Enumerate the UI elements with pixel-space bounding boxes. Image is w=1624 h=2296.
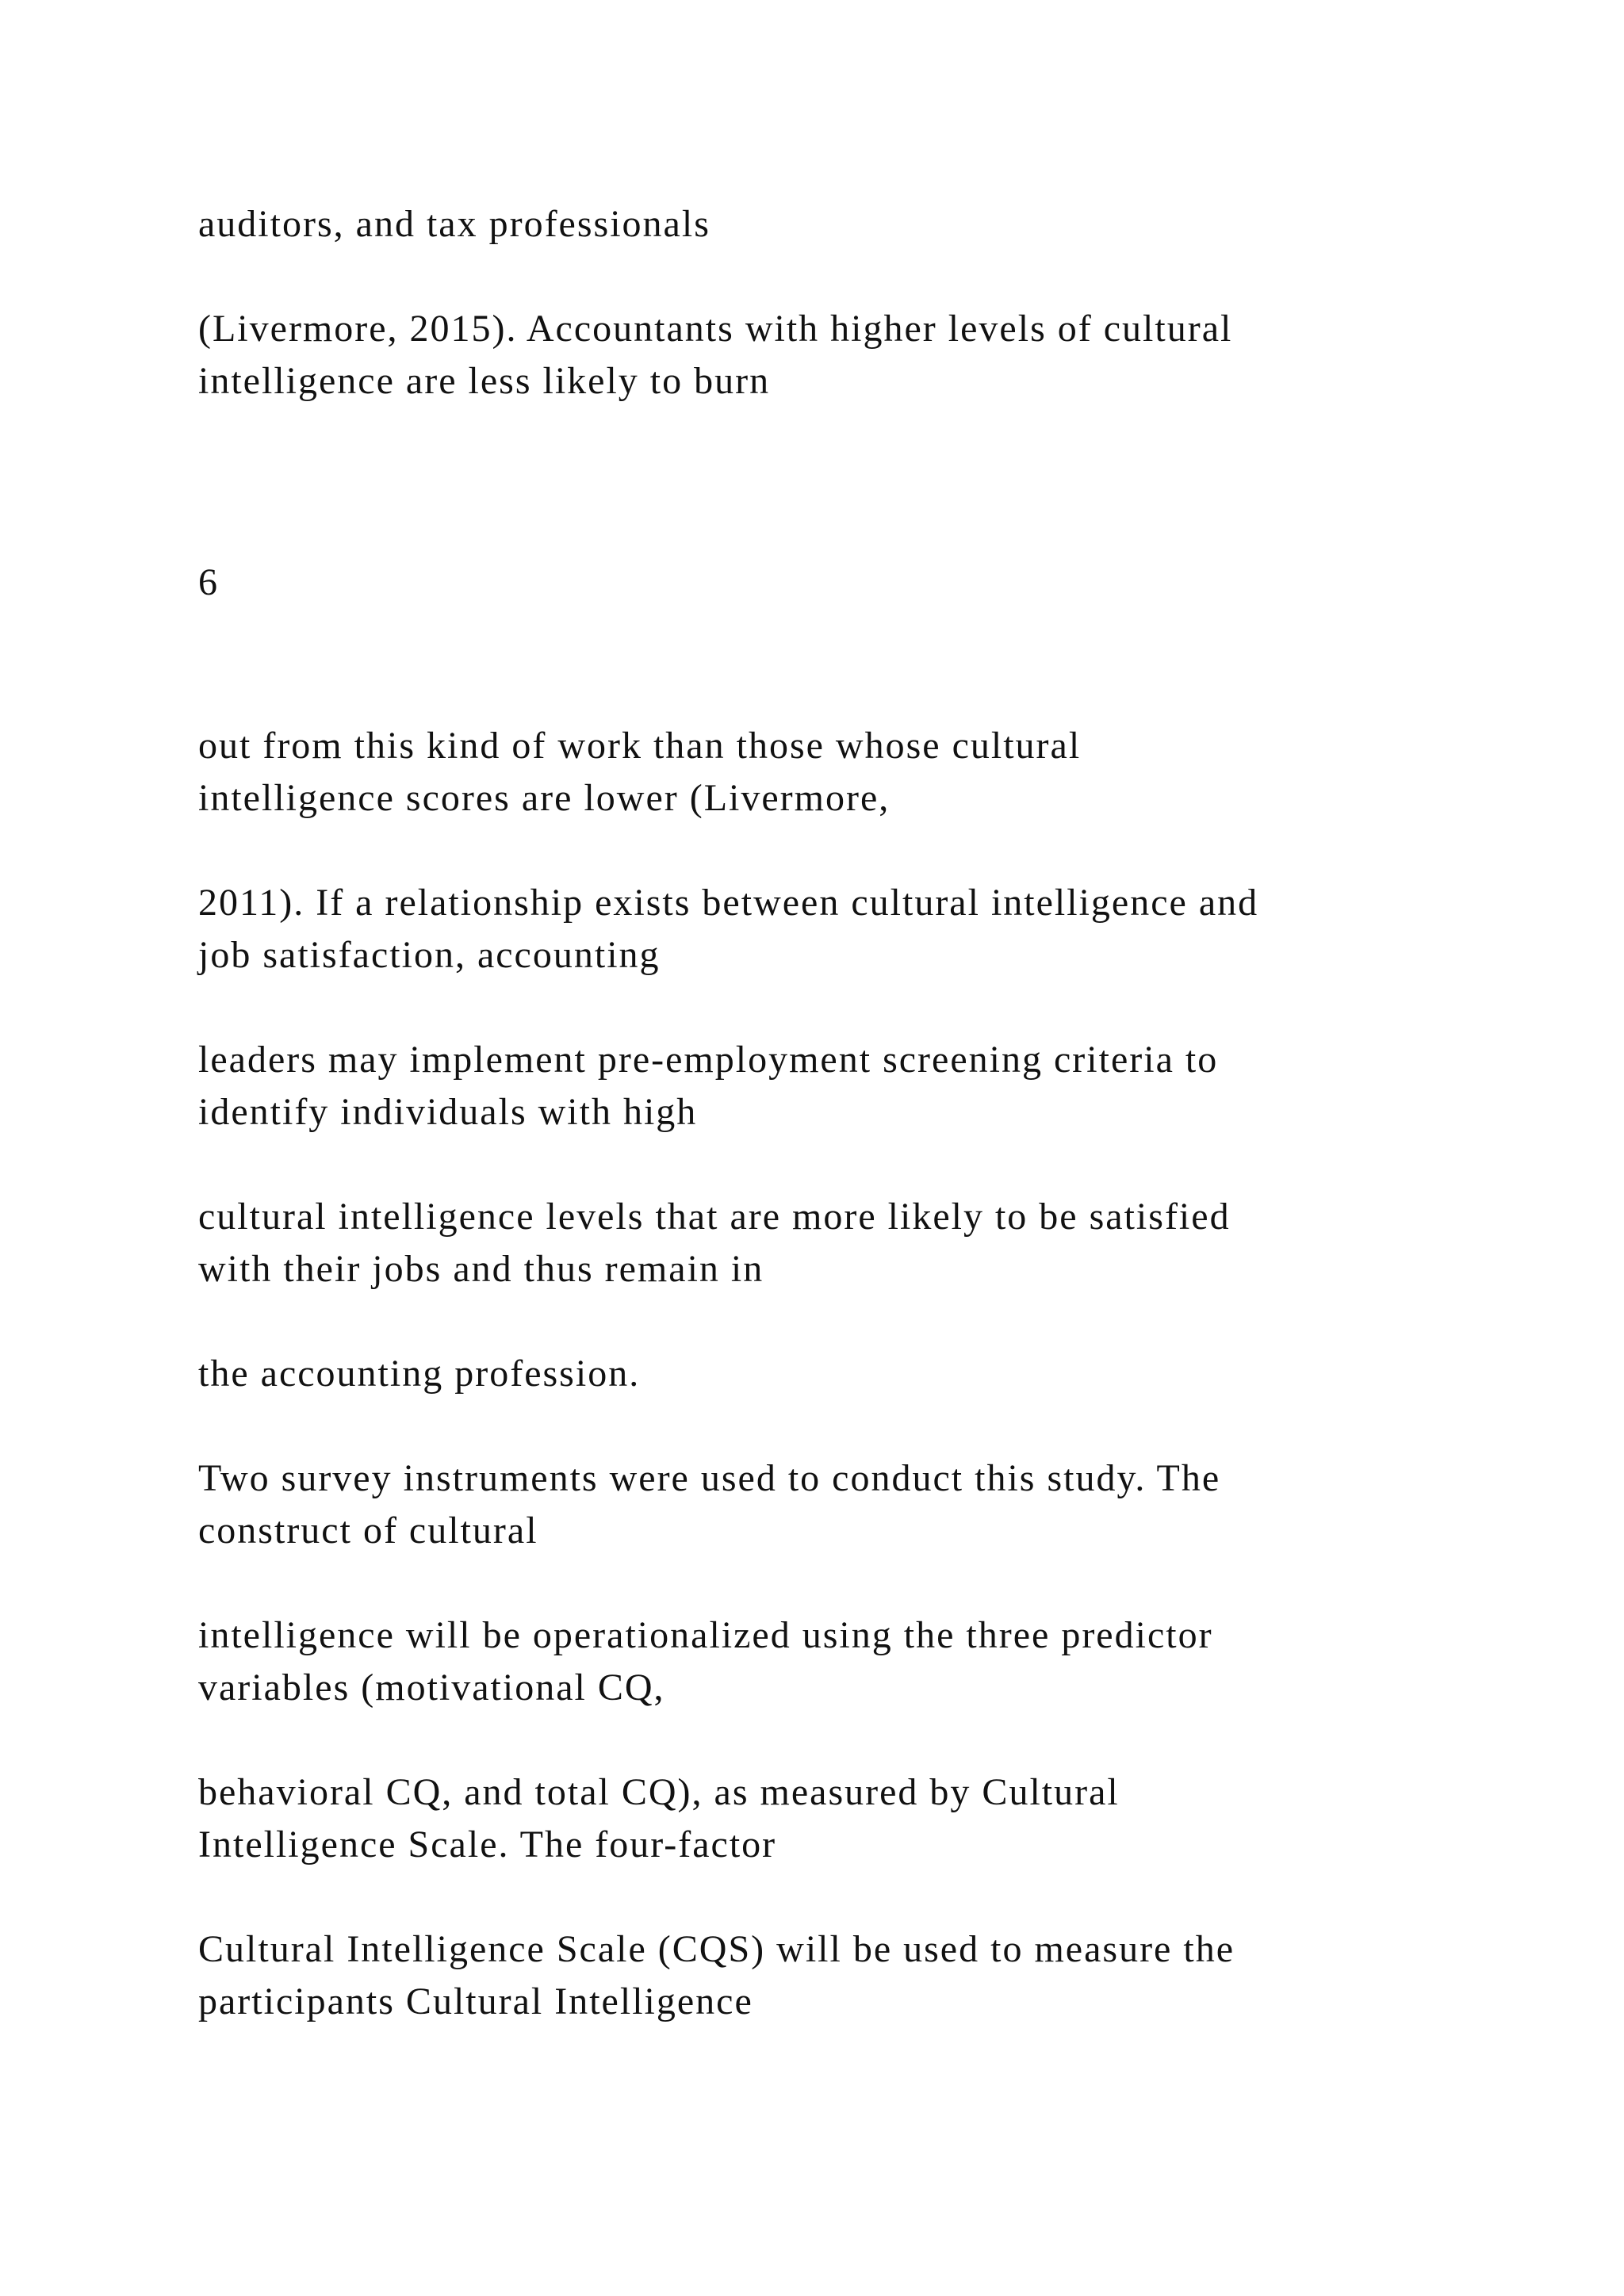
page-number: 6 xyxy=(198,561,217,603)
paragraph-10 xyxy=(198,1766,1499,1871)
paragraph-9 xyxy=(198,1609,1499,1714)
paragraph-line: the accounting profession. xyxy=(198,1353,641,1395)
paragraph-line: intelligence scores are lower (Livermore, xyxy=(198,777,891,819)
paragraph-8 xyxy=(198,1452,1499,1557)
paragraph-line: identify individuals with high xyxy=(198,1091,698,1133)
paragraph-line: behavioral CQ, and total CQ), as measured by Cultural xyxy=(198,1771,1120,1813)
paragraph-1 xyxy=(198,198,1499,251)
paragraph-6 xyxy=(198,1191,1499,1295)
paragraph-line: job satisfaction, accounting xyxy=(198,934,661,976)
paragraph-line: leaders may implement pre-employment screening criteria to xyxy=(198,1039,1219,1081)
paragraph-line: 2011). If a relationship exists between cultural intelligence and xyxy=(198,882,1259,924)
paragraph-5 xyxy=(198,1034,1499,1138)
paragraph-line: intelligence are less likely to burn xyxy=(198,360,771,402)
paragraph-line: with their jobs and thus remain in xyxy=(198,1248,764,1290)
paragraph-line: out from this kind of work than those whose cultural xyxy=(198,725,1082,767)
paragraph-line: Intelligence Scale. The four-factor xyxy=(198,1823,777,1866)
paragraph-line: participants Cultural Intelligence xyxy=(198,1980,753,2022)
paragraph-line: variables (motivational CQ, xyxy=(198,1667,665,1709)
paragraph-line: (Livermore, 2015). Accountants with higher levels of cultural xyxy=(198,308,1233,350)
paragraph-11 xyxy=(198,1923,1499,2028)
paragraph-line: auditors, and tax professionals xyxy=(198,203,710,245)
paragraph-line: Cultural Intelligence Scale (CQS) will be used to measure the xyxy=(198,1928,1235,1970)
paragraph-4 xyxy=(198,877,1499,982)
paragraph-3 xyxy=(198,720,1499,825)
paragraph-line: cultural intelligence levels that are more likely to be satisfied xyxy=(198,1196,1231,1238)
paragraph-line: construct of cultural xyxy=(198,1510,538,1552)
paragraph-2 xyxy=(198,303,1499,408)
paragraph-7 xyxy=(198,1348,1499,1400)
paragraph-line: intelligence will be operationalized using the three predictor xyxy=(198,1614,1213,1656)
paragraph-line: Two survey instruments were used to conduct this study. The xyxy=(198,1457,1221,1499)
